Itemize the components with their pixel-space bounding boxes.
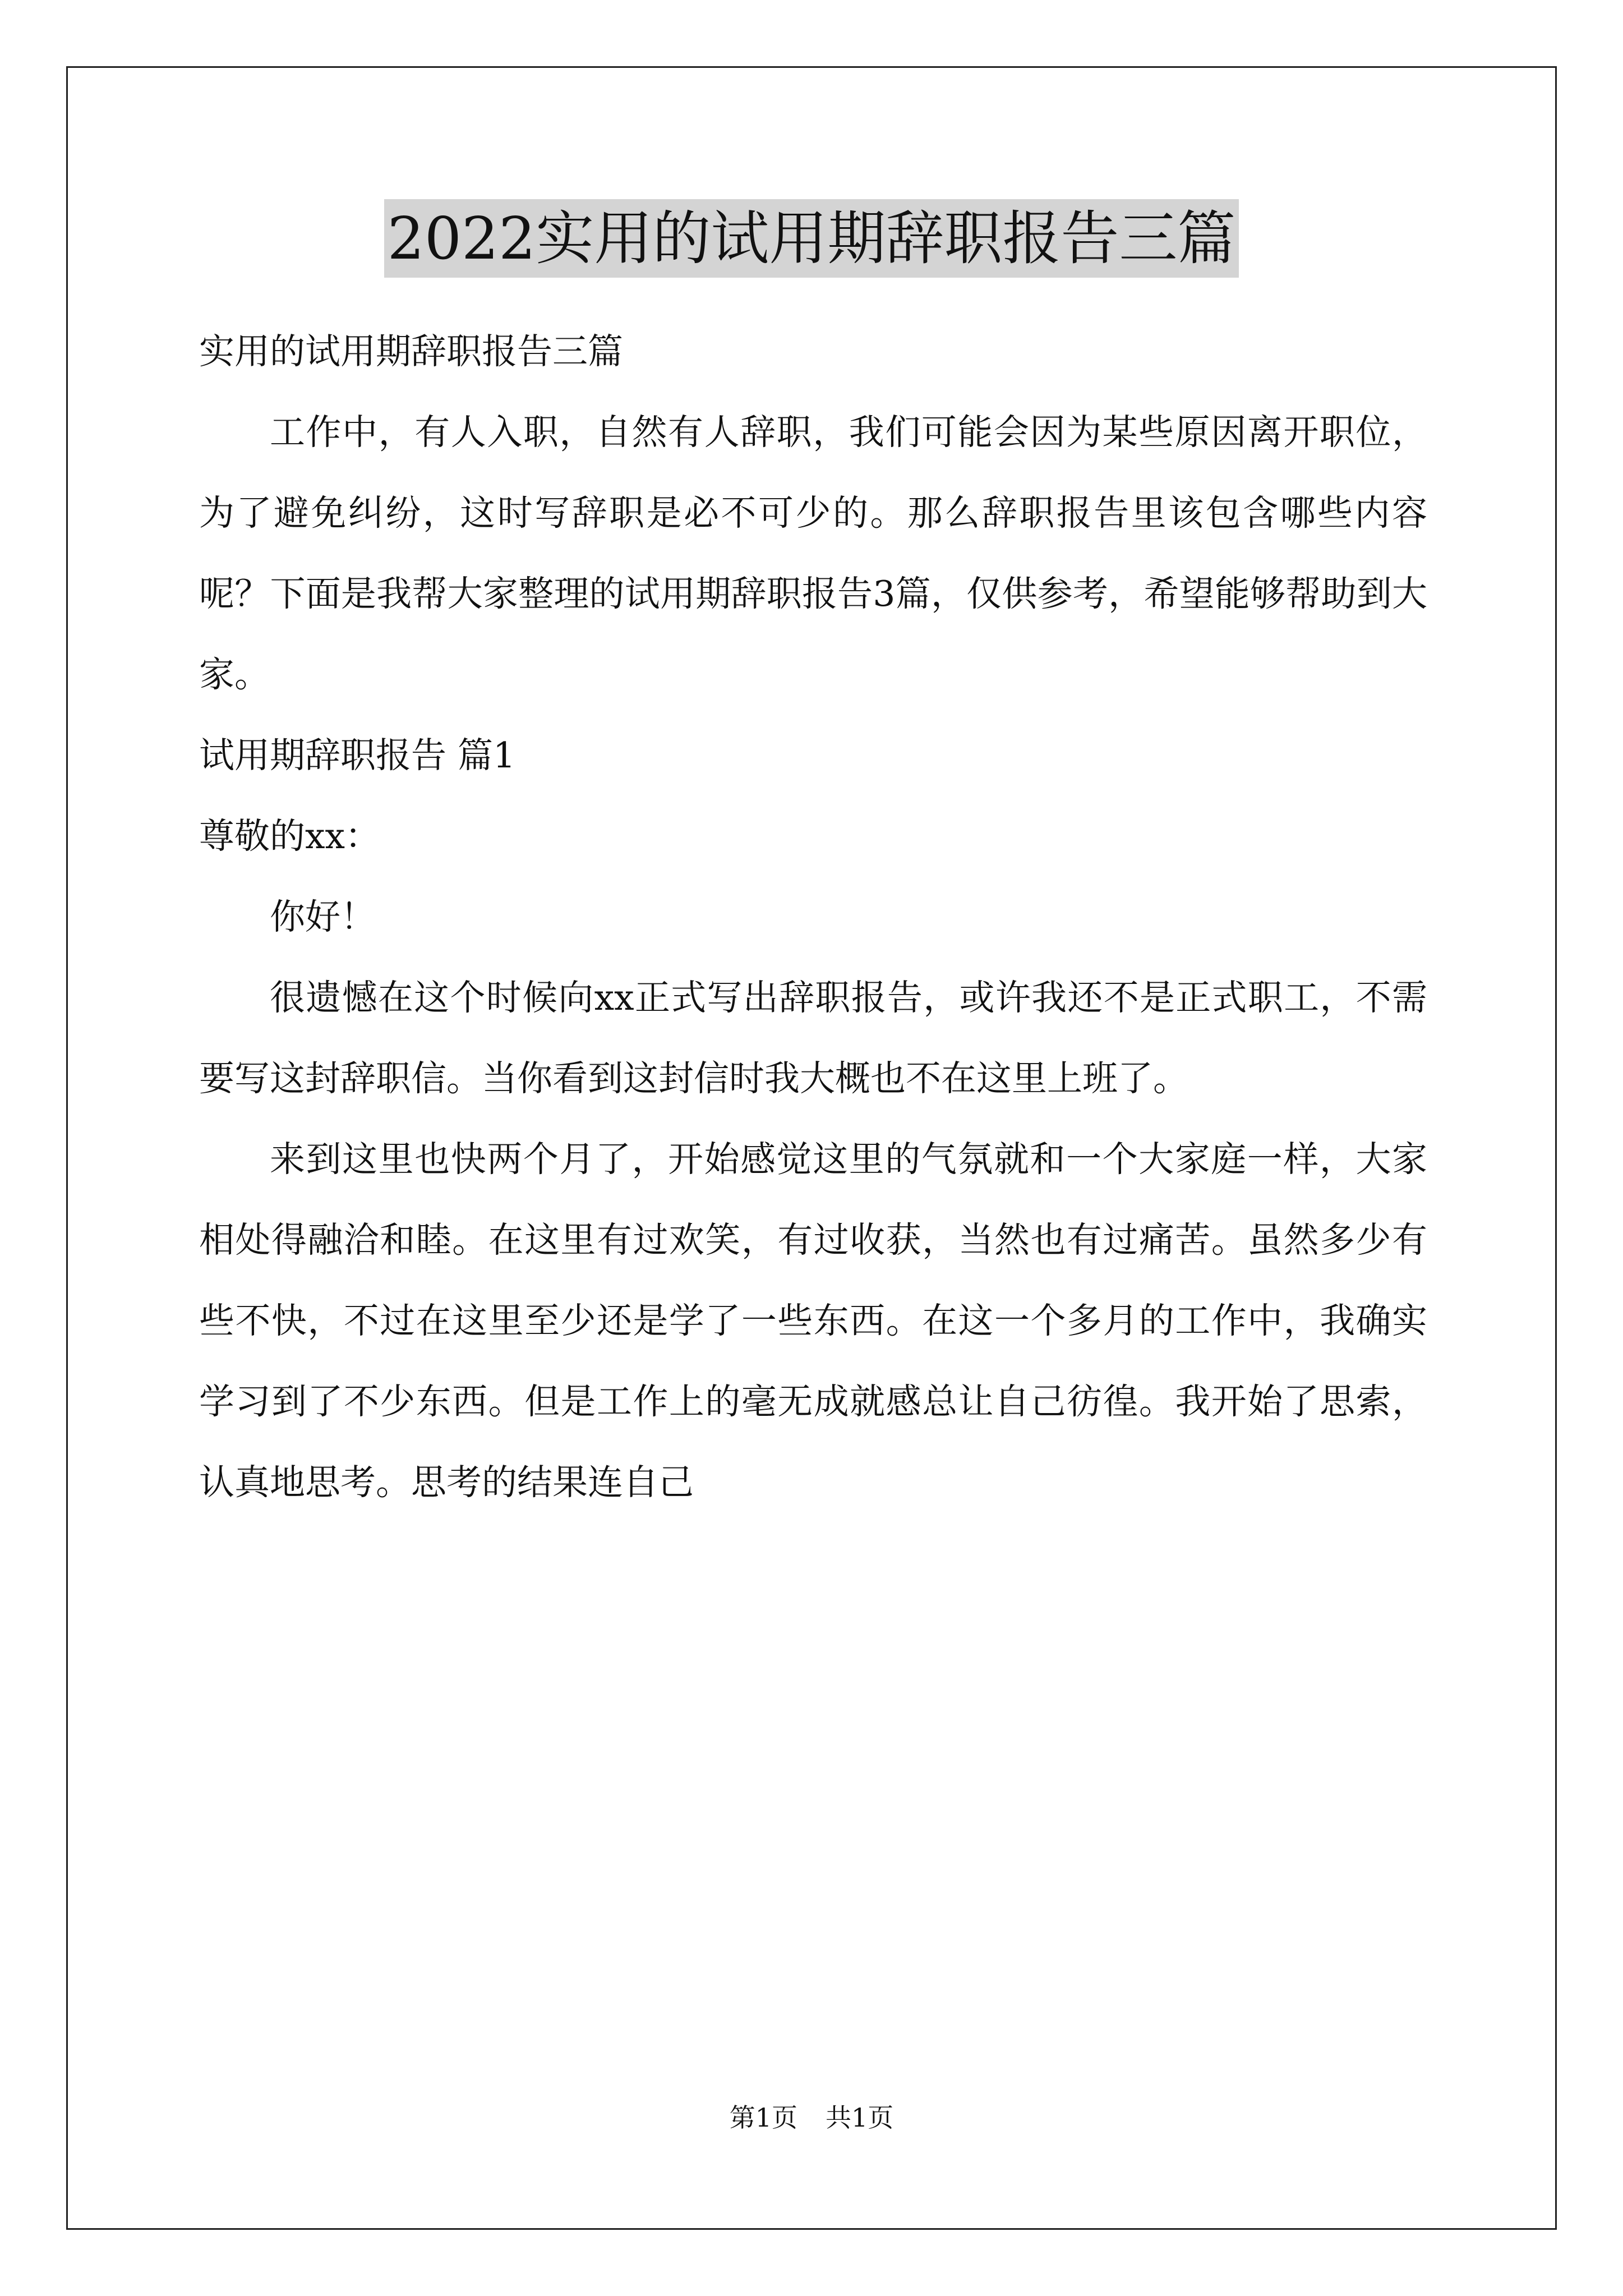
- document-subtitle: 实用的试用期辞职报告三篇: [199, 331, 623, 372]
- title-wrap: [0, 199, 1623, 278]
- document-title: 2022实用的试用期辞职报告三篇: [384, 199, 1239, 278]
- page-number-total: 共1页: [826, 2102, 894, 2133]
- greeting: 你好！: [270, 896, 376, 937]
- body-paragraph-1: 很遗憾在这个时候向xx正式写出辞职报告，或许我还不是正式职工，不需要写这封辞职信。当你看到这封信时我大概也不在这里上班了。: [199, 977, 1427, 1099]
- section-heading: 试用期辞职报告 篇1: [199, 735, 516, 776]
- body-paragraph-2: 来到这里也快两个月了，开始感觉这里的气氛就和一个大家庭一样，大家相处得融洽和睦。在这里有过欢笑，有过收获，当然也有过痛苦。虽然多少有些不快，不过在这里至少还是学了一些东西。在这一个多月的工作中，我确实学习到了不少东西。但是工作上的毫无成就感总让自己彷徨。我开始了思索，认真地思考。思考的结果连自己: [199, 1139, 1427, 1503]
- salutation: 尊敬的xx：: [199, 816, 381, 857]
- document-body: [199, 311, 1427, 1523]
- page-number-current: 第1页: [729, 2102, 797, 2133]
- intro-paragraph: 工作中，有人入职，自然有人辞职，我们可能会因为某些原因离开职位，为了避免纠纷，这时写辞职是必不可少的。那么辞职报告里该包含哪些内容呢？下面是我帮大家整理的试用期辞职报告3篇，仅供参考，希望能够帮助到大家。: [199, 412, 1427, 695]
- page-footer: [0, 2101, 1623, 2134]
